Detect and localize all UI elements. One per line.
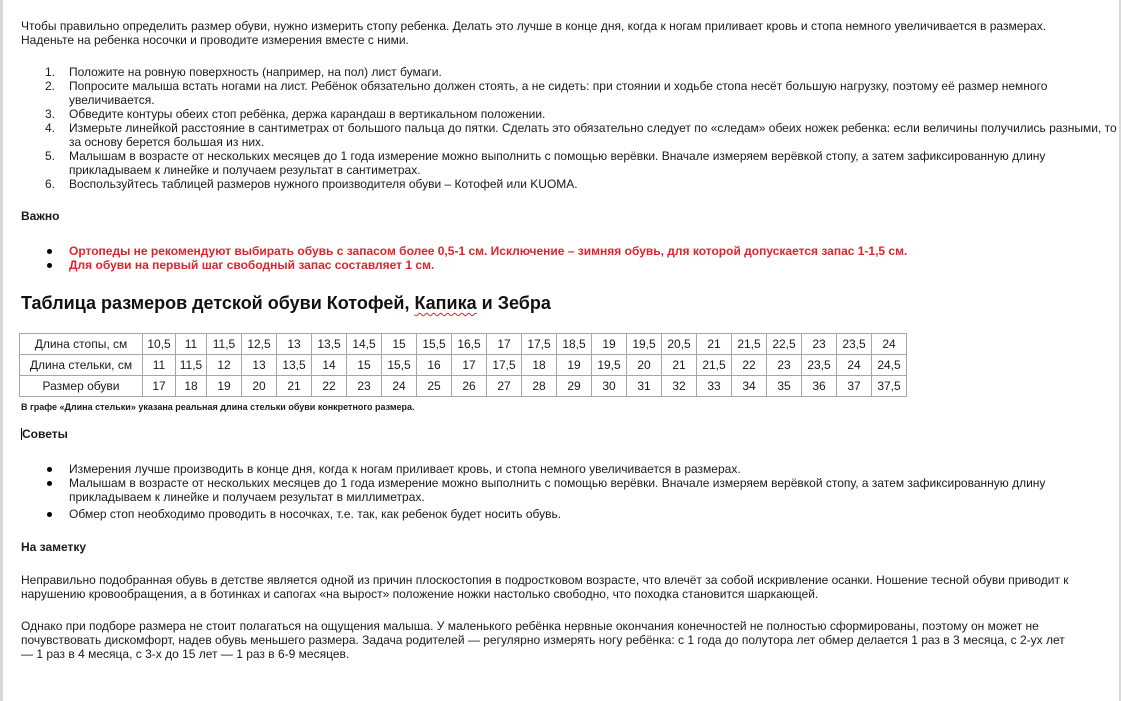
bullet-icon — [47, 512, 52, 517]
table-cell: 18 — [522, 355, 557, 376]
list-number: 6. — [45, 177, 56, 191]
important-text: Ортопеды не рекомендуют выбирать обувь с запасом более 0,5-1 см. Исключение – зимняя обувь, для которой допускается запас 1-1,5 см. — [69, 244, 908, 258]
table-cell: 19 — [207, 376, 242, 397]
table-cell: 37,5 — [872, 376, 907, 397]
list-item — [45, 177, 1121, 191]
important-list — [21, 244, 1089, 272]
table-cell: 21 — [662, 355, 697, 376]
table-cell: 17,5 — [522, 334, 557, 355]
table-cell: 19 — [557, 355, 592, 376]
row-header: Длина стельки, см — [20, 355, 143, 376]
table-cell: 20 — [242, 376, 277, 397]
table-cell: 19 — [592, 334, 627, 355]
table-cell: 26 — [452, 376, 487, 397]
note-heading: На заметку — [21, 540, 87, 554]
table-row — [20, 334, 907, 355]
table-cell: 12,5 — [242, 334, 277, 355]
step-text: Воспользуйтесь таблицей размеров нужного производителя обуви – Котофей или KUOMA. — [69, 177, 578, 191]
table-cell: 22 — [732, 355, 767, 376]
list-number: 4. — [45, 121, 56, 135]
table-cell: 23 — [347, 376, 382, 397]
measurement-steps — [21, 65, 1121, 191]
page-left-border — [0, 0, 3, 701]
table-cell: 13 — [277, 334, 312, 355]
table-cell: 35 — [767, 376, 802, 397]
table-cell: 22 — [312, 376, 347, 397]
table-cell: 21 — [277, 376, 312, 397]
table-cell: 11,5 — [176, 355, 207, 376]
step-text: Положите на ровную поверхность (например, на пол) лист бумаги. — [69, 65, 442, 79]
table-cell: 21,5 — [732, 334, 767, 355]
tip-text: Обмер стоп необходимо проводить в носочках, т.е. так, как ребенок будет носить обувь. — [69, 507, 562, 521]
table-row — [20, 355, 907, 376]
table-cell: 17 — [487, 334, 522, 355]
list-number: 2. — [45, 79, 56, 93]
table-cell: 25 — [417, 376, 452, 397]
bullet-icon — [47, 263, 52, 268]
list-item — [69, 462, 1089, 476]
table-cell: 16 — [417, 355, 452, 376]
table-cell: 24 — [837, 355, 872, 376]
table-cell: 24,5 — [872, 355, 907, 376]
table-cell: 31 — [627, 376, 662, 397]
table-cell: 28 — [522, 376, 557, 397]
table-cell: 12 — [207, 355, 242, 376]
list-item — [45, 65, 1121, 79]
list-item — [69, 476, 1089, 504]
tips-heading: Советы — [22, 427, 68, 441]
list-item — [45, 121, 1121, 149]
table-cell: 20,5 — [662, 334, 697, 355]
table-cell: 11 — [143, 355, 176, 376]
row-header: Длина стопы, см — [20, 334, 143, 355]
step-text: Попросите малыша встать ногами на лист. Ребёнок обязательно должен стоять, а не сидеть: при стоянии и ходьбе стопа несёт большую нагрузку, поэтому её размер немного увеличивается. — [69, 79, 1048, 107]
list-number: 1. — [45, 65, 56, 79]
table-cell: 23,5 — [837, 334, 872, 355]
list-item — [45, 107, 1121, 121]
table-cell: 15,5 — [417, 334, 452, 355]
bullet-icon — [47, 249, 52, 254]
table-row — [20, 376, 907, 397]
spellcheck-word: Капика — [414, 293, 477, 313]
table-cell: 19,5 — [592, 355, 627, 376]
table-cell: 19,5 — [627, 334, 662, 355]
table-cell: 36 — [802, 376, 837, 397]
table-cell: 14,5 — [347, 334, 382, 355]
table-cell: 22,5 — [767, 334, 802, 355]
table-cell: 17 — [143, 376, 176, 397]
table-cell: 37 — [837, 376, 872, 397]
paragraph-2: Однако при подборе размера не стоит полагаться на ощущения малыша. У маленького ребёнка нервные окончания конечностей не полностью сформированы, поэтому он может не почувствовать дискомфорт, надев обувь меньшего размера. Задача родителей — регулярно измерять ногу ребёнка: с 1 года до полутора лет обмер делается 1 раз в 3 месяца, с 2-ух лет — 1 раз в 4 месяца, с 3-х до 15 лет — 1 раз в 6-9 месяцев. — [21, 619, 1065, 661]
table-cell: 24 — [382, 376, 417, 397]
table-cell: 17 — [452, 355, 487, 376]
table-cell: 29 — [557, 376, 592, 397]
list-item — [69, 507, 1089, 521]
table-cell: 13,5 — [312, 334, 347, 355]
table-cell: 15 — [382, 334, 417, 355]
list-item — [69, 244, 1089, 258]
bullet-icon — [47, 481, 52, 486]
table-cell: 23 — [802, 334, 837, 355]
table-cell: 21 — [697, 334, 732, 355]
table-cell: 13 — [242, 355, 277, 376]
table-cell: 17,5 — [487, 355, 522, 376]
table-cell: 33 — [697, 376, 732, 397]
table-cell: 20 — [627, 355, 662, 376]
table-cell: 15 — [347, 355, 382, 376]
table-cell: 18,5 — [557, 334, 592, 355]
list-number: 5. — [45, 149, 56, 163]
table-cell: 13,5 — [277, 355, 312, 376]
important-heading: Важно — [21, 209, 60, 223]
table-cell: 11 — [176, 334, 207, 355]
step-text: Измерьте линейкой расстояние в сантиметрах от большого пальца до пятки. Сделать это обязательно следует по «следам» обеих ножек ребенка: если величины получились разными, то за основу берется большая из них. — [69, 121, 1117, 149]
size-table — [19, 333, 907, 397]
tip-text: Измерения лучше производить в конце дня, когда к ногам приливает кровь, и стопа немного увеличивается в размерах. — [69, 462, 741, 476]
table-cell: 16,5 — [452, 334, 487, 355]
table-title: Таблица размеров детской обуви Котофей, Капика и Зебра — [21, 293, 551, 313]
table-cell: 30 — [592, 376, 627, 397]
table-cell: 15,5 — [382, 355, 417, 376]
table-cell: 27 — [487, 376, 522, 397]
table-cell: 32 — [662, 376, 697, 397]
table-cell: 18 — [176, 376, 207, 397]
row-header: Размер обуви — [20, 376, 143, 397]
intro-paragraph: Чтобы правильно определить размер обуви, нужно измерить стопу ребенка. Делать это лучше в конце дня, когда к ногам приливает кровь и стопа немного увеличивается в размерах. Наденьте на ребенка носочки и проводите измерения вместе с ними. — [21, 19, 1047, 47]
list-number: 3. — [45, 107, 56, 121]
step-text: Обведите контуры обеих стоп ребёнка, держа карандаш в вертикальном положении. — [69, 107, 546, 121]
list-item — [45, 79, 1121, 107]
important-text: Для обуви на первый шаг свободный запас составляет 1 см. — [69, 258, 435, 272]
table-cell: 23,5 — [802, 355, 837, 376]
table-cell: 14 — [312, 355, 347, 376]
tips-list — [21, 462, 1089, 521]
paragraph-1: Неправильно подобранная обувь в детстве является одной из причин плоскостопия в подростковом возрасте, что влечёт за собой искривление осанки. Ношение тесной обуви приводит к нарушению кровообращения, а в ботинках и сапогах «на вырост» положение ножки настолько свободно, что походка становится шаркающей. — [21, 573, 1069, 601]
bullet-icon — [47, 467, 52, 472]
list-item — [45, 149, 1121, 177]
table-cell: 34 — [732, 376, 767, 397]
step-text: Малышам в возрасте от нескольких месяцев до 1 года измерение можно выполнить с помощью верёвки. Вначале измеряем верёвкой стопу, а затем зафиксированную длину прикладываем к линейке и получаем результат в сантиметрах. — [69, 149, 1046, 177]
list-item — [69, 258, 1089, 272]
table-cell: 10,5 — [143, 334, 176, 355]
table-cell: 23 — [767, 355, 802, 376]
table-cell: 21,5 — [697, 355, 732, 376]
table-cell: 24 — [872, 334, 907, 355]
tip-text: Малышам в возрасте от нескольких месяцев до 1 года измерение можно выполнить с помощью верёвки. Вначале измеряем верёвкой стопу, а затем зафиксированную длину прикладываем к линейке и получаем результат в миллиметрах. — [69, 476, 1046, 504]
table-cell: 11,5 — [207, 334, 242, 355]
table-note: В графе «Длина стельки» указана реальная длина стельки обуви конкретного размера. — [21, 402, 415, 412]
